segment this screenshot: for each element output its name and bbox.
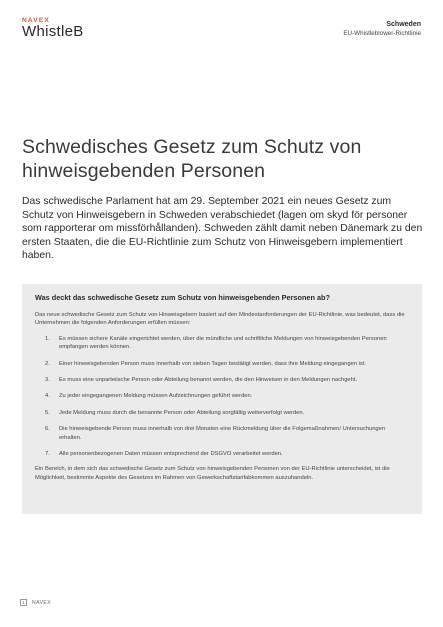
info-box — [22, 284, 422, 514]
list-item — [35, 450, 409, 458]
info-box-intro: Das neue schwedische Gesetz zum Schutz von Hinweisgebern basiert auf den Mindestanforderungen der EU-Richtlinie, was bedeutet, dass die Unternehmen die folgenden Anforderungen erfüllen müssen: — [35, 312, 405, 327]
header-info — [343, 20, 421, 38]
info-box-outro: Ein Bereich, in dem sich das schwedische Gesetz zum Schutz von hinweisgebenden Personen von der EU-Richtlinie unterscheidet, ist die Möglichkeit, bestimmte Aspekte des Gesetzes im Rahmen von Gewerkschaftstarifabkommen auszuhandeln. — [35, 466, 390, 481]
list-item — [35, 409, 409, 417]
intro-paragraph: Das schwedische Parlament hat am 29. September 2021 ein neues Gesetz zum Schutz von Hinweisgebern in Schweden verabschiedet (lagen om skyd för personer som rapporterar om missförhållanden). Schweden zählt damit neben Dänemark zu den ersten Staaten, die die EU-Richtlinie zum Schutz von Hinweisgebern implementiert haben. — [22, 196, 423, 262]
list-item-number: 2. — [45, 360, 50, 367]
page-number: 1 — [20, 599, 27, 606]
list-item-text: Jede Meldung muss durch die benannte Person oder Abteilung sorgfältig weiterverfolgt werden. — [59, 409, 305, 416]
list-item-text: Die hinweisgebende Person muss innerhalb von drei Monaten eine Rückmeldung über die Folgemaßnahmen/ Untersuchungen erhalten. — [59, 426, 386, 441]
header-subtitle: EU-Whistleblower-Richtlinie — [343, 30, 421, 37]
list-item-text: Es muss eine unparteiische Person oder Abteilung benannt werden, die den Hinweisen in den Meldungen nachgeht. — [59, 377, 358, 384]
list-item-number: 5. — [45, 409, 50, 416]
list-item — [35, 376, 409, 384]
footer-brand: NAVEX — [32, 599, 52, 606]
list-item — [35, 392, 409, 400]
list-item — [35, 360, 409, 368]
logo-brand-top: NAVEX — [22, 17, 50, 24]
header-country: Schweden — [386, 21, 421, 28]
list-item-text: Zu jeder eingegangenen Meldung müssen Aufzeichnungen geführt werden. — [59, 393, 253, 400]
logo-brand-main: WhistleB — [22, 23, 84, 40]
logo — [22, 17, 84, 40]
page-title: Schwedisches Gesetz zum Schutz von hinweisgebenden Personen — [22, 136, 362, 182]
list-item-number: 7. — [45, 451, 50, 458]
list-item — [35, 425, 409, 442]
footer — [20, 599, 51, 606]
list-item-text: Es müssen sichere Kanäle eingerichtet werden, über die mündliche und schriftliche Meldungen von hinweisgebenden Personen empfangen werden können. — [59, 335, 387, 351]
info-box-title: Was deckt das schwedische Gesetz zum Schutz von hinweisgebenden Personen ab? — [35, 293, 330, 302]
list-item-number: 1. — [45, 335, 50, 342]
list-item-number: 4. — [45, 393, 50, 400]
list-item-number: 6. — [45, 426, 50, 433]
requirements-list — [35, 335, 409, 459]
list-item-text: Alle personenbezogenen Daten müssen entsprechend der DSGVO verarbeitet werden. — [59, 451, 283, 458]
list-item-text: Einer hinweisgebenden Person muss innerhalb von sieben Tagen bestätigt werden, dass ihre Meldung eingegangen ist. — [59, 360, 367, 367]
list-item — [35, 335, 409, 352]
list-item-number: 3. — [45, 377, 50, 384]
